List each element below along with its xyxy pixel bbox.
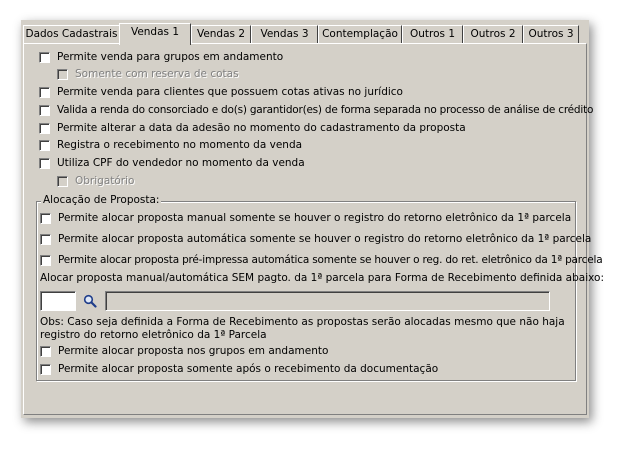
option-label: Valida a renda do consorciado e do(s) garantidor(es) de forma separada no processo de análise de crédito <box>57 104 594 116</box>
option-alocar-automatica[interactable] <box>40 231 591 247</box>
checkbox[interactable] <box>39 52 50 63</box>
checkbox <box>57 69 68 80</box>
tab-outros-3[interactable]: Outros 3 <box>523 25 579 43</box>
option-label: Permite alocar proposta nos grupos em andamento <box>58 345 329 357</box>
option-alocar-grupos-andamento[interactable] <box>40 343 328 359</box>
checkbox[interactable] <box>40 255 51 266</box>
checkbox[interactable] <box>40 213 51 224</box>
checkbox[interactable] <box>39 123 50 134</box>
groupbox-title: Alocação de Proposta: <box>43 194 160 206</box>
option-label: Obrigatório <box>75 175 135 187</box>
option-label: Permite alocar proposta manual somente se houver o registro do retorno eletrônico da 1ª parcela <box>58 212 572 224</box>
checkbox <box>57 176 68 187</box>
obs-text-line-1: Obs: Caso seja definida a Forma de Recebimento as propostas serão alocadas mesmo que não haja <box>40 316 565 328</box>
option-cpf-vendedor[interactable] <box>39 155 305 171</box>
option-label: Somente com reserva de cotas <box>75 68 239 80</box>
checkbox[interactable] <box>39 140 50 151</box>
checkbox[interactable] <box>39 87 50 98</box>
search-button[interactable] <box>81 292 99 310</box>
option-valida-renda[interactable] <box>39 102 593 118</box>
checkbox[interactable] <box>39 158 50 169</box>
settings-window <box>21 20 604 418</box>
checkbox[interactable] <box>40 234 51 245</box>
checkbox[interactable] <box>39 105 50 116</box>
obs-text-line-2: registro do retorno eletrônico da 1ª Parcela <box>40 329 267 341</box>
tab-outros-1[interactable]: Outros 1 <box>402 25 463 43</box>
forma-codigo-input[interactable] <box>40 291 76 311</box>
option-label: Permite venda para grupos em andamento <box>57 51 284 63</box>
tab-dados-cadastrais[interactable]: Dados Cadastrais <box>23 25 120 43</box>
option-alterar-data-adesao[interactable] <box>39 120 466 136</box>
tab-strip <box>23 23 589 43</box>
forma-recebimento-label: Alocar proposta manual/automática SEM pagto. da 1ª parcela para Forma de Recebimento definida abaixo: <box>40 272 604 284</box>
option-somente-reserva-cotas <box>57 66 239 82</box>
option-label: Permite alocar proposta pré-impressa automática somente se houver o reg. do ret. eletrônico da 1ª parcela <box>58 254 603 266</box>
tab-vendas-1[interactable]: Vendas 1 <box>119 23 191 45</box>
option-obrigatorio <box>57 173 134 189</box>
option-label: Utiliza CPF do vendedor no momento da venda <box>57 157 305 169</box>
option-venda-grupos-andamento[interactable] <box>39 49 283 65</box>
option-label: Permite alocar proposta somente após o recebimento da documentação <box>58 363 439 375</box>
option-label: Permite venda para clientes que possuem cotas ativas no jurídico <box>57 86 403 98</box>
tab-vendas-3[interactable]: Vendas 3 <box>251 25 318 43</box>
tab-outros-2[interactable]: Outros 2 <box>463 25 523 43</box>
vendas-1-panel <box>23 43 604 415</box>
option-alocar-manual[interactable] <box>40 210 571 226</box>
tab-vendas-2[interactable]: Vendas 2 <box>191 25 251 43</box>
option-label: Permite alocar proposta automática somente se houver o registro do retorno eletrônico da 1ª parcela <box>58 233 592 245</box>
option-label: Permite alterar a data da adesão no momento do cadastramento da proposta <box>57 122 466 134</box>
alocacao-groupbox <box>36 194 604 381</box>
forma-descricao-field <box>105 291 550 311</box>
tab-contemplacao[interactable]: Contemplação <box>318 25 402 43</box>
option-alocar-apos-documentacao[interactable] <box>40 361 438 377</box>
magnifier-icon <box>83 294 97 308</box>
option-label: Registra o recebimento no momento da venda <box>57 139 303 151</box>
option-cotas-juridico[interactable] <box>39 84 403 100</box>
checkbox[interactable] <box>40 364 51 375</box>
option-alocar-pre-impressa[interactable] <box>40 252 602 268</box>
option-registra-recebimento[interactable] <box>39 137 302 153</box>
checkbox[interactable] <box>40 346 51 357</box>
